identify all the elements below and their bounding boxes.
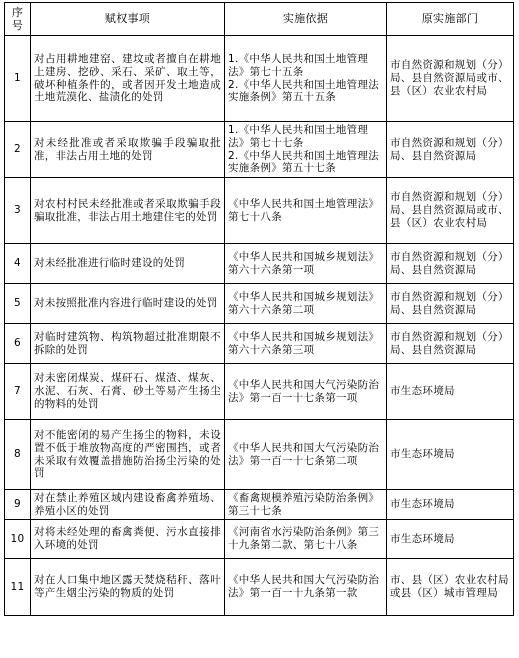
row-number: 3 [5,178,31,244]
row-dept: 市、县（区）农业农村局或县（区）城市管理局 [387,559,514,616]
row-basis [225,122,387,178]
header-num: 序号 [5,3,31,36]
table-row [5,559,514,616]
row-basis: 《河南省水污染防治条例》第三十九条第二款、第七十八条 [225,520,387,559]
table-row [5,122,514,178]
basis-line: 1.《中华人民共和国土地管理法》第七十七条 [228,123,369,149]
row-item: 对未经批准进行临时建设的处罚 [31,244,225,284]
table-row [5,284,514,324]
row-item: 对未密闭煤炭、煤矸石、煤渣、煤灰、水泥、石灰、石膏、砂土等易产生扬尘的物料的处罚 [31,364,225,420]
table-row [5,244,514,284]
table-row [5,178,514,244]
header-dept: 原实施部门 [387,3,514,36]
row-item: 对农村村民未经批准或者采取欺骗手段骗取批准，非法占用土地建住宅的处罚 [31,178,225,244]
table-row [5,324,514,364]
row-dept: 市生态环境局 [387,364,514,420]
row-number: 4 [5,244,31,284]
header-item: 赋权事项 [31,3,225,36]
row-basis: 《中华人民共和国城乡规划法》第六十六条第二项 [225,284,387,324]
row-basis: 《中华人民共和国大气污染防治法》第一百一十七条第一项 [225,364,387,420]
row-dept: 市自然资源和规划（分）局、县自然资源局 [387,244,514,284]
row-dept: 市生态环境局 [387,420,514,490]
row-number: 8 [5,420,31,490]
basis-line: 2.《中华人民共和国土地管理法实施条例》第五十五条 [228,78,380,104]
basis-line: 1.《中华人民共和国土地管理法》第七十五条 [228,52,369,78]
empowerment-items-table [4,2,514,616]
table-row [5,364,514,420]
row-basis: 《中华人民共和国大气污染防治法》第一百一十九条第一款 [225,559,387,616]
row-basis: 《中华人民共和国大气污染防治法》第一百一十七条第二项 [225,420,387,490]
row-number: 2 [5,122,31,178]
table-header-row [5,3,514,36]
row-item: 对未按照批准内容进行临时建设的处罚 [31,284,225,324]
row-dept: 市自然资源和规划（分）局、县自然资源局或市、县（区）农业农村局 [387,36,514,122]
row-item: 对在禁止养殖区域内建设畜禽养殖场、养殖小区的处罚 [31,490,225,520]
table-row [5,490,514,520]
row-dept: 市生态环境局 [387,490,514,520]
row-basis: 《中华人民共和国城乡规划法》第六十六条第一项 [225,244,387,284]
row-number: 5 [5,284,31,324]
row-dept: 市生态环境局 [387,520,514,559]
row-item: 对在人口集中地区露天焚烧秸秆、落叶等产生烟尘污染的物质的处罚 [31,559,225,616]
row-item: 对临时建筑物、构筑物超过批准期限不拆除的处罚 [31,324,225,364]
table-row [5,420,514,490]
row-dept: 市自然资源和规划（分）局、县自然资源局 [387,324,514,364]
row-dept: 市自然资源和规划（分）局、县自然资源局 [387,284,514,324]
row-item: 对占用耕地建窑、建坟或者擅自在耕地上建房、挖砂、采石、采矿、取土等，破坏种植条件的，或者因开发土地造成土地荒漠化、盐渍化的处罚 [31,36,225,122]
row-number: 7 [5,364,31,420]
table-row [5,36,514,122]
row-item: 对不能密闭的易产生扬尘的物料，未设置不低于堆放物高度的严密围挡，或者未采取有效覆盖措施防治扬尘污染的处罚 [31,420,225,490]
row-dept: 市自然资源和规划（分）局、县自然资源局或市、县（区）农业农村局 [387,178,514,244]
row-basis: 《畜禽规模养殖污染防治条例》第三十七条 [225,490,387,520]
row-number: 10 [5,520,31,559]
row-number: 11 [5,559,31,616]
row-number: 6 [5,324,31,364]
row-basis: 《中华人民共和国土地管理法》第七十八条 [225,178,387,244]
row-number: 1 [5,36,31,122]
row-basis [225,36,387,122]
row-item: 对将未经处理的畜禽粪便、污水直接排入环境的处罚 [31,520,225,559]
basis-line: 2.《中华人民共和国土地管理法实施条例》第五十七条 [228,149,380,175]
row-basis: 《中华人民共和国城乡规划法》第六十六条第三项 [225,324,387,364]
row-dept: 市自然资源和规划（分）局、县自然资源局 [387,122,514,178]
header-basis: 实施依据 [225,3,387,36]
row-item: 对未经批准或者采取欺骗手段骗取批准，非法占用土地的处罚 [31,122,225,178]
row-number: 9 [5,490,31,520]
table-row [5,520,514,559]
